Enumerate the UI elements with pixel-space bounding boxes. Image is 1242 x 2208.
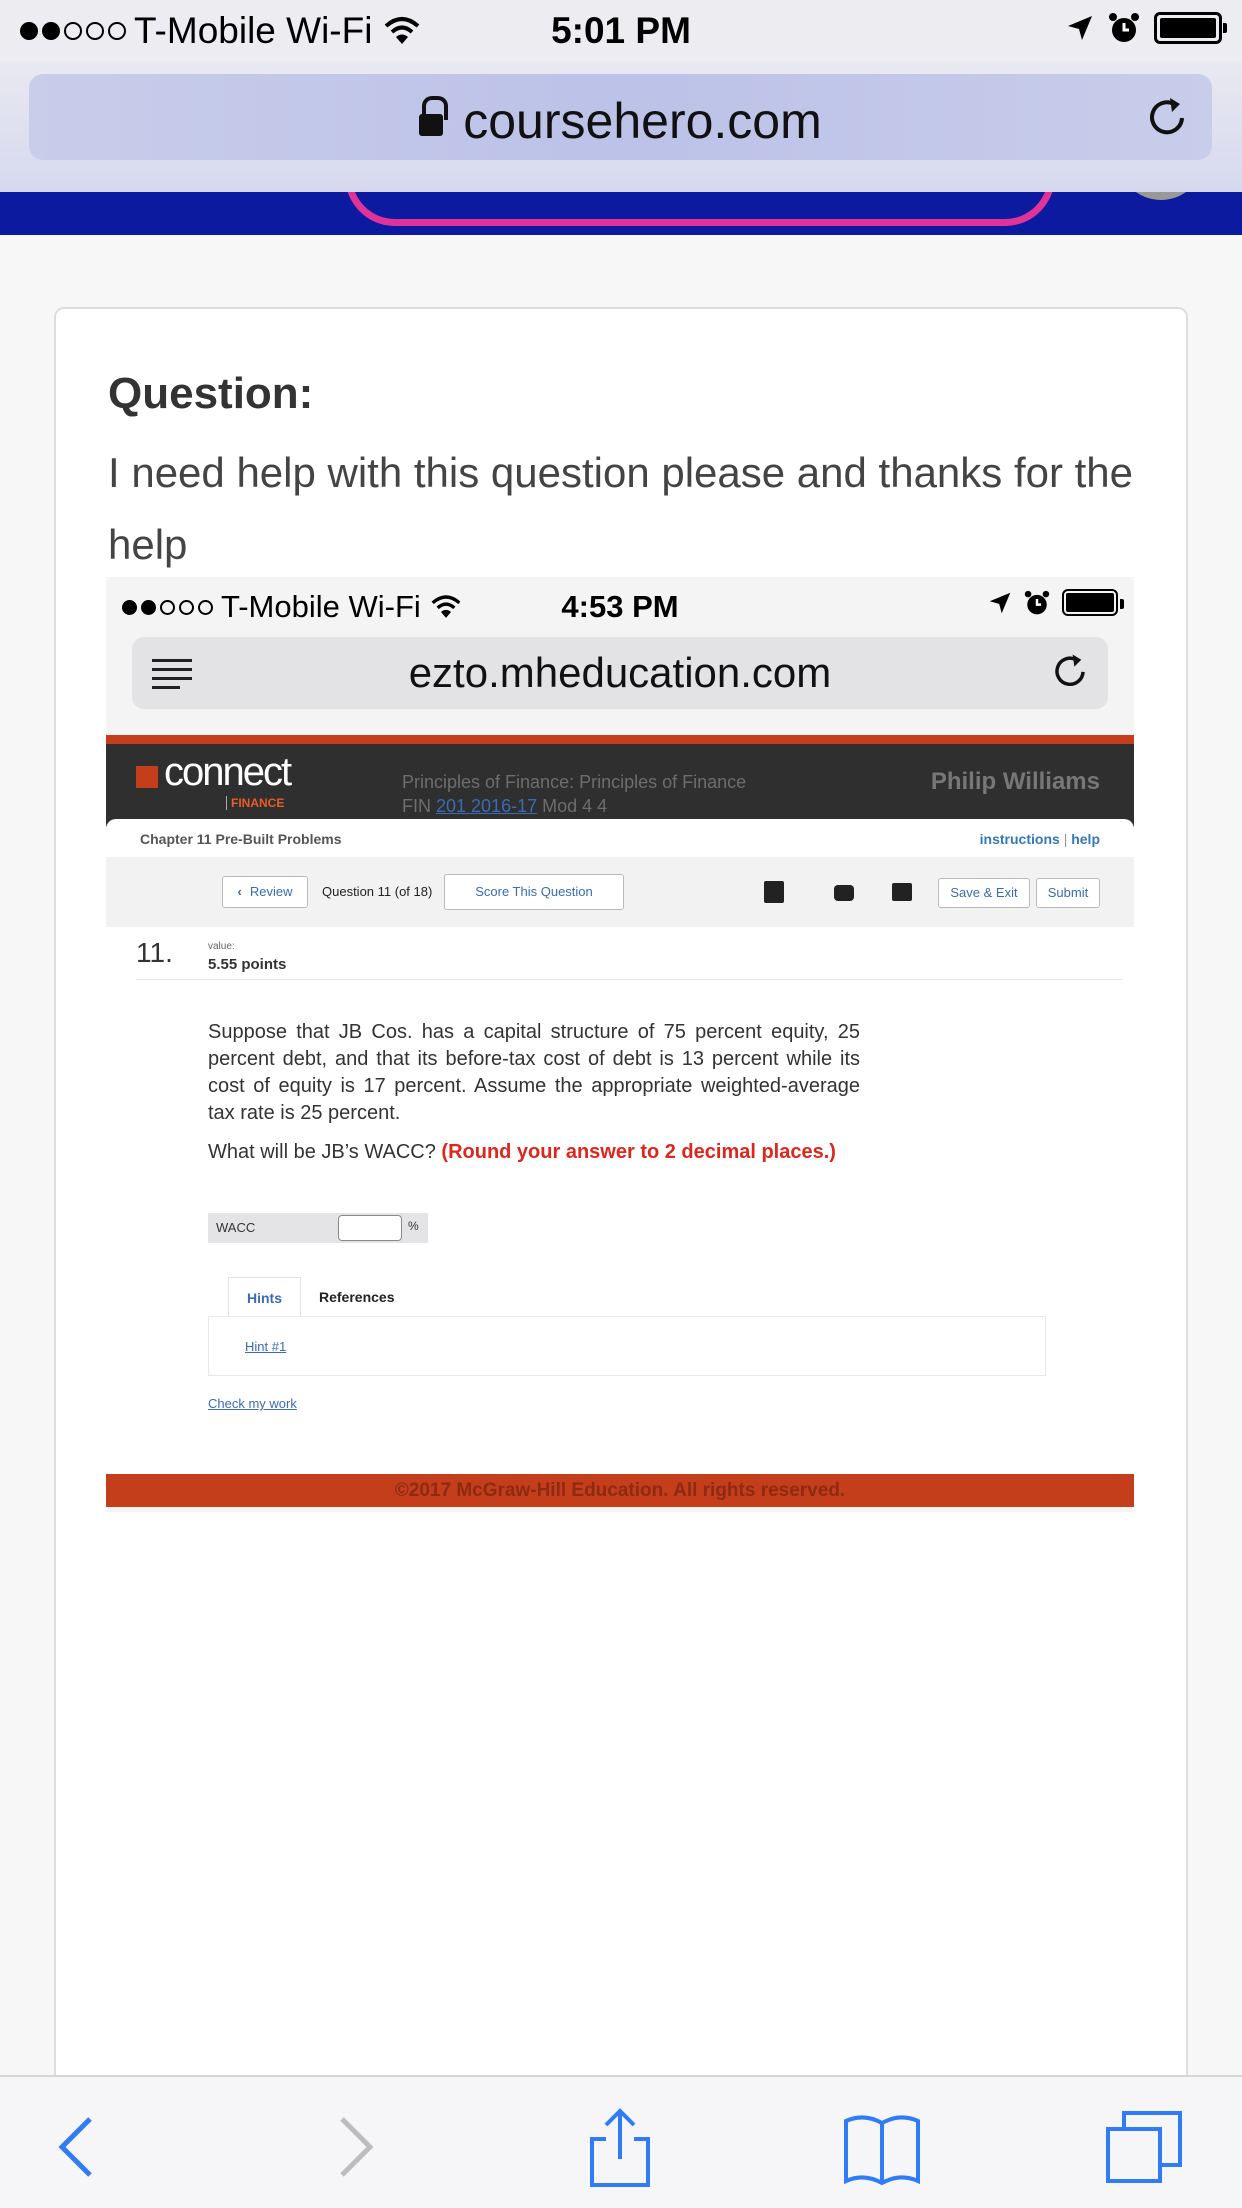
instructions-link: instructions (979, 831, 1060, 847)
carrier-name: T-Mobile Wi-Fi (221, 589, 421, 624)
tab-references: References (319, 1289, 395, 1305)
points-value: 5.55 points (208, 956, 287, 973)
course-title (402, 770, 746, 818)
alarm-icon (1108, 12, 1140, 44)
ebook-icon (764, 881, 784, 903)
submit-button: Submit (1036, 878, 1100, 908)
divider (136, 979, 1122, 980)
question-counter: Question 11 (of 18) (322, 884, 433, 899)
hint-link: Hint #1 (245, 1339, 287, 1354)
embedded-url: ezto.mheducation.com (408, 649, 832, 696)
question-toolbar (106, 857, 1134, 927)
mcgraw-hill-logo-icon (136, 766, 158, 788)
clock: 5:01 PM (551, 10, 691, 51)
share-icon[interactable] (580, 2107, 660, 2187)
chevron-left-icon: ‹ (237, 884, 242, 899)
battery-icon (1154, 12, 1222, 44)
link-separator: | (1063, 831, 1068, 847)
bookmarks-icon[interactable] (842, 2107, 922, 2187)
browser-address-area (0, 62, 1242, 192)
lock-icon (419, 110, 443, 140)
help-links (980, 831, 1100, 847)
embedded-address-bar (132, 637, 1108, 709)
battery-icon (1062, 589, 1118, 616)
location-arrow-icon (1066, 14, 1094, 42)
help-link: help (1071, 831, 1100, 847)
alarm-icon (1024, 590, 1050, 616)
wacc-label: WACC (216, 1220, 256, 1235)
carrier-name: T-Mobile Wi-Fi (134, 10, 373, 51)
student-name: Philip Williams (930, 768, 1100, 795)
score-question-button: Score This Question (444, 874, 624, 910)
connect-header (106, 735, 1134, 827)
save-exit-button: Save & Exit (938, 878, 1030, 908)
back-icon[interactable] (38, 2107, 118, 2187)
prompt-text: What will be JB’s WACC? (208, 1141, 436, 1163)
review-label: Review (249, 884, 293, 899)
reload-icon (1050, 651, 1090, 691)
brand-logo: connect (164, 750, 291, 794)
course-suffix: Mod 4 4 (537, 796, 608, 816)
value-label: value: (208, 941, 235, 952)
wacc-answer-row (208, 1213, 428, 1243)
percent-unit: % (408, 1219, 419, 1233)
question-prompt (208, 1139, 860, 1166)
question-text: I need help with this question please and thanks for the help (108, 449, 1134, 568)
embedded-status-bar (106, 577, 1134, 633)
course-link: 201 2016-17 (436, 796, 538, 816)
course-section-line (402, 794, 746, 818)
save-icon (892, 883, 912, 901)
reload-icon[interactable] (1144, 94, 1190, 140)
wacc-input (338, 1215, 402, 1241)
avatar[interactable] (1118, 192, 1204, 200)
course-prefix: FIN (402, 796, 436, 816)
check-my-work-link: Check my work (208, 1396, 297, 1411)
site-header-strip (0, 192, 1242, 235)
assignment-panel (106, 819, 1134, 1484)
url-text: coursehero.com (463, 93, 822, 149)
problem-text: Suppose that JB Cos. has a capital structure of 75 percent equity, 25 percent debt, and that its before-tax cost of debt is 13 percent while its cost of equity is 17 percent. Assume the appropriate weighted-average tax rate is 25 percent. (208, 1021, 860, 1124)
print-icon (834, 885, 854, 901)
location-arrow-icon (988, 591, 1012, 615)
status-bar (0, 0, 1242, 62)
clock: 4:53 PM (561, 589, 679, 624)
tab-hints: Hints (228, 1277, 301, 1317)
hint-panel (208, 1316, 1046, 1376)
search-bar-fragment (345, 192, 1055, 226)
review-button (222, 876, 308, 908)
brand-subtitle: FINANCE (226, 796, 284, 810)
rounding-instruction: (Round your answer to 2 decimal places.) (441, 1141, 836, 1163)
attached-screenshot[interactable] (106, 577, 1134, 1512)
copyright-footer: ©2017 McGraw-Hill Education. All rights reserved. (106, 1474, 1134, 1507)
question-label: Question: (108, 369, 314, 418)
browser-toolbar (0, 2075, 1242, 2208)
tabs-icon[interactable] (1104, 2107, 1184, 2187)
address-bar[interactable] (29, 74, 1212, 160)
chapter-title: Chapter 11 Pre-Built Problems (140, 831, 342, 847)
course-title-line: Principles of Finance: Principles of Finance (402, 772, 747, 792)
hint-tabs (228, 1277, 413, 1317)
forward-icon[interactable] (314, 2107, 394, 2187)
item-number: 11. (136, 937, 173, 968)
